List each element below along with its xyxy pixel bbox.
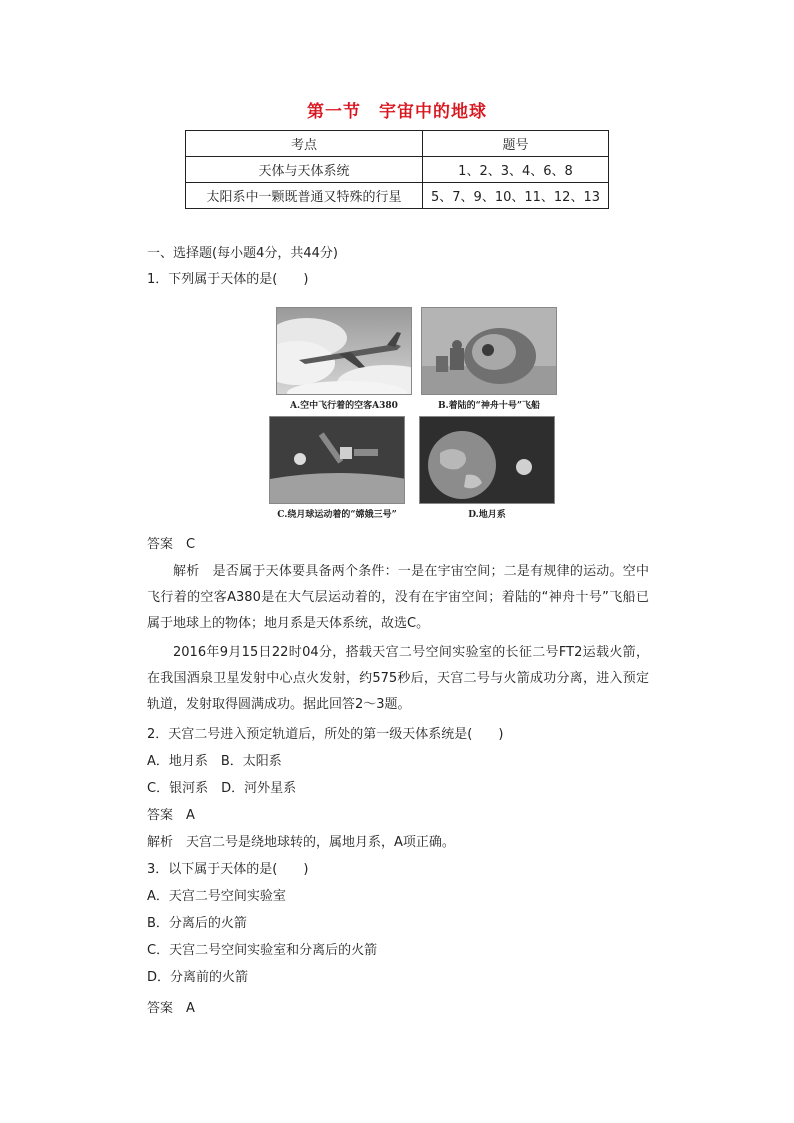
- figure-b: [421, 307, 557, 425]
- question-3-option-b: B．分离后的火箭: [147, 916, 247, 931]
- question-1-answer: 答案 C: [147, 537, 196, 552]
- figure-a-caption: A.空中飞行着的空客A380: [290, 401, 398, 411]
- table-cell: 天体与天体系统: [186, 157, 423, 183]
- question-2-stem: 2．天宫二号进入预定轨道后，所处的第一级天体系统是( ): [147, 727, 504, 742]
- table-row: [186, 157, 609, 183]
- question-2-options-ab: A．地月系 B．太阳系: [147, 754, 282, 769]
- figure-d-caption: D.地月系: [468, 510, 506, 520]
- question-2-analysis: 解析 天宫二号是绕地球转的，属地月系，A项正确。: [147, 835, 455, 850]
- question-2-answer: 答案 A: [147, 808, 195, 823]
- question-3-stem: 3．以下属于天体的是( ): [147, 862, 309, 877]
- section-heading: 一、选择题(每小题4分，共44分): [147, 246, 338, 261]
- airplane-photo: [276, 307, 412, 395]
- question-1-analysis: 解析 是否属于天体要具备两个条件：一是在宇宙空间；二是有规律的运动。空中飞行着的空客A380是在大气层运动着的，没有在宇宙空间；着陆的“神舟十号”飞船已属于地球上的物体；地月系是天体系统，故选C。: [147, 564, 649, 631]
- question-1-stem: 1．下列属于天体的是( ): [147, 272, 309, 287]
- lunar-probe-photo: [269, 416, 405, 504]
- question-3-option-a: A．天宫二号空间实验室: [147, 889, 286, 904]
- figure-b-caption: B.着陆的“神舟十号”飞船: [437, 401, 541, 411]
- page-title: 第一节 宇宙中的地球: [307, 102, 487, 122]
- question-2-options-cd: C．银河系 D．河外星系: [147, 781, 297, 796]
- table-cell: 5、7、9、10、11、12、13: [423, 183, 609, 209]
- table-header-row: [186, 131, 609, 157]
- exam-points-table: [185, 130, 609, 209]
- reading-passage: 2016年9月15日22时04分，搭载天宫二号空间实验室的长征二号FT2运载火箭，在我国酒泉卫星发射中心点火发射，约575秒后，天宫二号与火箭成功分离，进入预定轨道，发射取得圆满成功。据此回答2～3题。: [147, 645, 649, 712]
- question-3-option-c: C．天宫二号空间实验室和分离后的火箭: [147, 943, 378, 958]
- figure-c-caption: C.绕月球运动着的“嫦娥三号”: [277, 510, 397, 520]
- table-row: [186, 183, 609, 209]
- earth-moon-photo: [419, 416, 555, 504]
- capsule-photo: [421, 307, 557, 395]
- figure-a: [276, 307, 412, 425]
- question-3-answer: 答案 A: [147, 1001, 195, 1016]
- table-header-cell: 题号: [423, 131, 609, 157]
- table-cell: 太阳系中一颗既普通又特殊的行星: [186, 183, 423, 209]
- table-cell: 1、2、3、4、6、8: [423, 157, 609, 183]
- table-header-cell: 考点: [186, 131, 423, 157]
- figure-c: [269, 416, 405, 534]
- question-3-option-d: D．分离前的火箭: [147, 970, 249, 985]
- figure-d: [419, 416, 555, 534]
